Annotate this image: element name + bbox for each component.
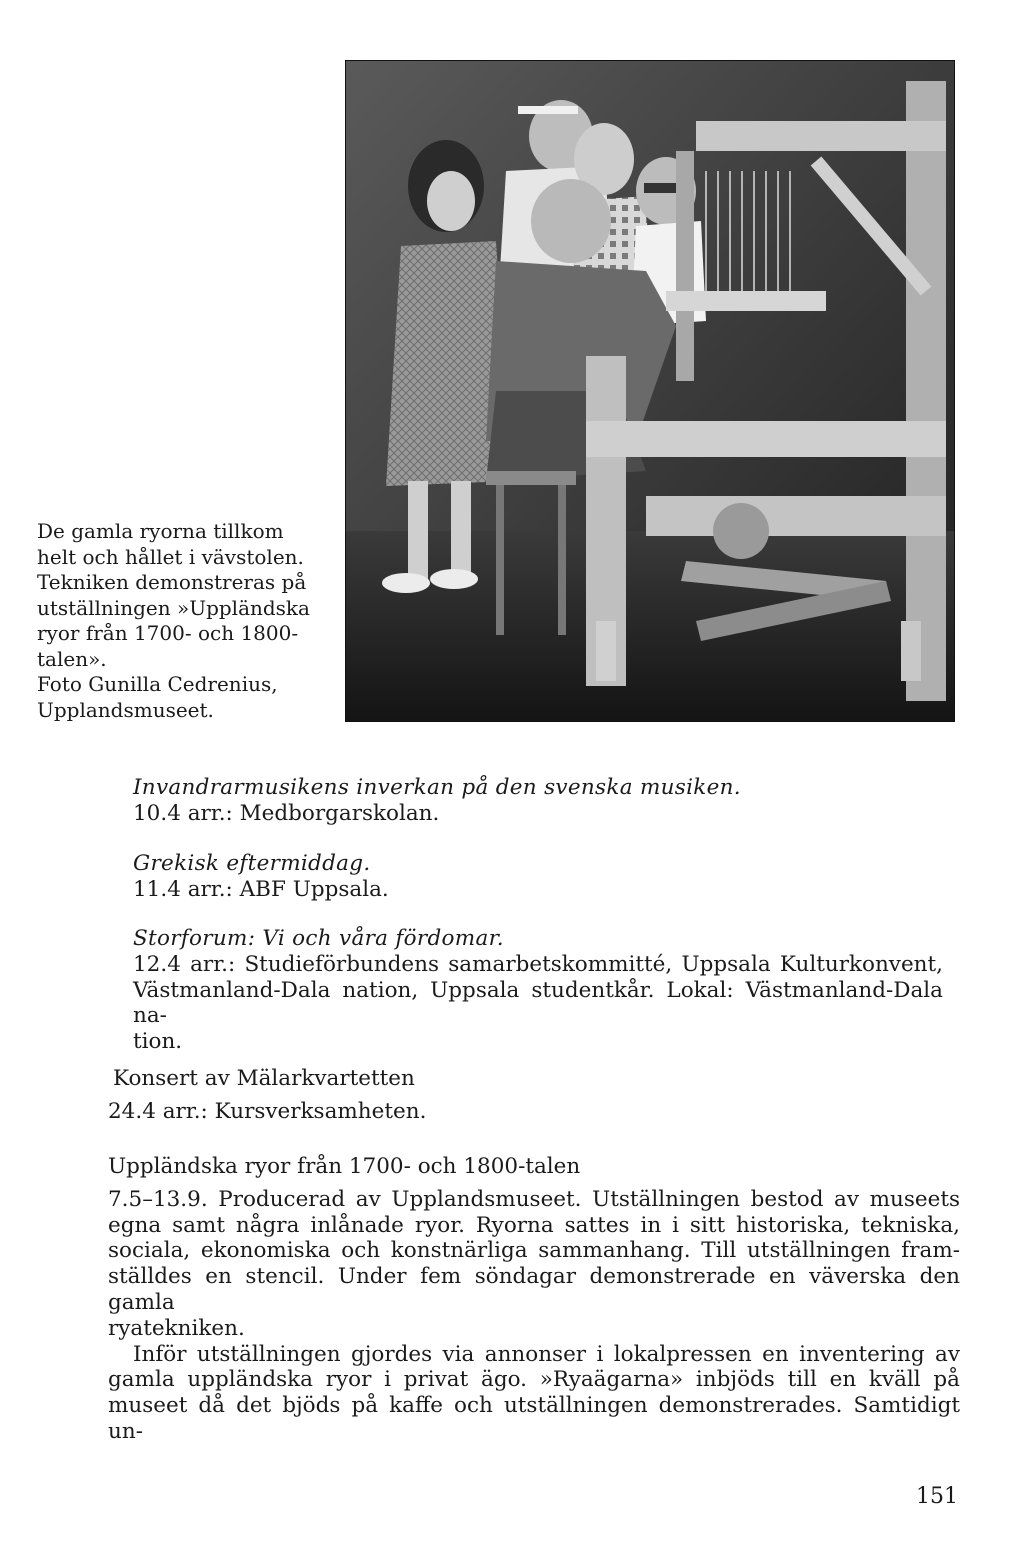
event-details: Västmanland-Dala nation, Uppsala studentkår. Lokal: Västmanland-Dala na- (133, 977, 943, 1029)
paragraph-line: ryatekniken. (108, 1315, 245, 1341)
paragraph-line: sociala, ekonomiska och konstnärliga sammanhang. Till utställningen fram- (108, 1238, 960, 1264)
event-title: Storforum: Vi och våra fördomar. (133, 926, 504, 951)
photo-caption (37, 519, 310, 723)
event-storforum (133, 926, 943, 1055)
paragraph-line: gamla uppländska ryor i privat ägo. »Ryaägarna» inbjöds till en kväll på (108, 1367, 960, 1393)
paragraph-line: ställdes en stencil. Under fem söndagar demonstrerade en väverska den gamla (108, 1264, 960, 1315)
caption-line: Foto Gunilla Cedrenius, (37, 672, 278, 696)
section-heading: Uppländska ryor från 1700- och 1800-talen (108, 1154, 581, 1179)
paragraph-line: 7.5–13.9. Producerad av Upplandsmuseet. Utställningen bestod av museets (108, 1186, 960, 1212)
paragraph-line: museet då det bjöds på kaffe och utställningen demonstrerades. Samtidigt un- (108, 1393, 960, 1444)
caption-line: ryor från 1700- och 1800- (37, 621, 299, 645)
paragraph-2 (108, 1342, 960, 1445)
section-heading: Konsert av Mälarkvartetten (113, 1066, 415, 1091)
event-invandrarmusik (108, 775, 960, 827)
paragraph-1 (108, 1187, 960, 1342)
section-details: 24.4 arr.: Kursverksamheten. (108, 1098, 427, 1124)
caption-line: Upplandsmuseet. (37, 697, 214, 722)
event-title: Grekisk eftermiddag. (133, 851, 371, 876)
paragraph-line: egna samt några inlånade ryor. Ryorna sattes in i sitt historiska, tekniska, (108, 1212, 960, 1238)
page-number: 151 (916, 1484, 958, 1509)
caption-line: De gamla ryorna tillkom (37, 519, 284, 543)
event-details: 10.4 arr.: Medborgarskolan. (133, 800, 440, 826)
event-details: tion. (133, 1029, 183, 1055)
event-details: 12.4 arr.: Studieförbundens samarbetskommitté, Uppsala Kulturkonvent, (133, 951, 943, 977)
event-grekisk-eftermiddag (108, 851, 960, 903)
women-at-loom-photo (345, 60, 955, 722)
caption-line: utställningen »Uppländska (37, 595, 310, 620)
caption-line: talen». (37, 646, 107, 671)
paragraph-line: Inför utställningen gjordes via annonser i lokalpressen en inventering av (133, 1341, 960, 1367)
konsert-section (108, 1066, 960, 1125)
caption-line: helt och hållet i vävstolen. (37, 544, 304, 569)
caption-line: Tekniken demonstreras på (37, 570, 307, 594)
event-title: Invandrarmusikens inverkan på den svenska musiken. (133, 775, 741, 800)
photo-illustration (346, 61, 954, 721)
utstallning-section (108, 1154, 960, 1445)
event-details: 11.4 arr.: ABF Uppsala. (133, 876, 389, 902)
